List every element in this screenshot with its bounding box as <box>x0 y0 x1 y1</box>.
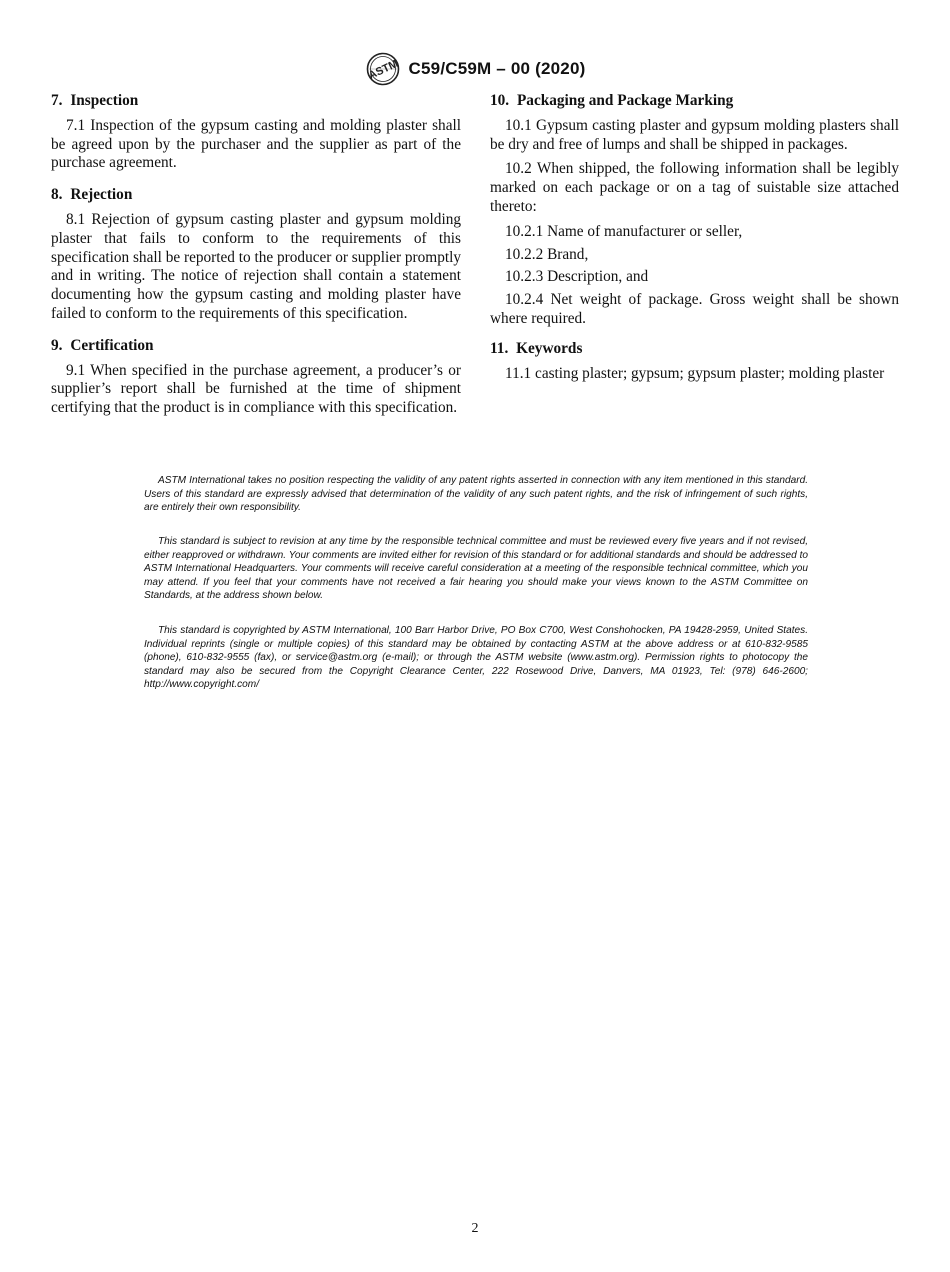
paragraph-10-2-2: 10.2.2 Brand, <box>505 245 589 263</box>
section-title: Rejection <box>70 186 133 204</box>
section-number: 11. <box>490 339 509 357</box>
paragraph-7-1: 7.1 Inspection of the gypsum casting and molding plaster shall be agreed upon by the purchaser and the supplier as part of the purchase agreement. <box>51 116 461 172</box>
left-column <box>51 92 461 424</box>
page-number: 2 <box>471 1221 479 1236</box>
paragraph-10-2-1: 10.2.1 Name of manufacturer or seller, <box>505 222 743 240</box>
astm-logo-icon <box>365 52 401 86</box>
paragraph-9-1: 9.1 When specified in the purchase agreement, a producer’s or supplier’s report shall be furnished at the time of shipment certifying that the product is in compliance with this specification. <box>51 361 461 417</box>
paragraph-10-2-3: 10.2.3 Description, and <box>505 268 649 286</box>
right-column <box>490 92 899 389</box>
paragraph-8-1: 8.1 Rejection of gypsum casting plaster and gypsum molding plaster that fails to conform to the requirements of this specification shall be reported to the producer or supplier promptly and in writing. The notice of rejection shall contain a statement documenting how the gypsum casting and molding plaster have failed to conform to the requirements of this specification. <box>51 210 461 322</box>
section-title: Packaging and Package Marking <box>516 92 734 109</box>
paragraph-11-1: 11.1 casting plaster; gypsum; gypsum plaster; molding plaster <box>505 364 885 382</box>
revision-notice-text: This standard is subject to revision at any time by the responsible technical committee and must be reviewed every five years and if not revised, either reapproved or withdrawn. Your comments are invited either for revision of this standard or for additional standards and should be addressed to ASTM International Headquarters. Your comments will receive careful consideration at a meeting of the responsible technical committee, which you may attend. If you feel that your comments have not received a fair hearing you should make your views known to the ASTM Committee on Standards, at the address shown below. <box>144 536 808 602</box>
standard-designation: C59/C59M – 00 (2020) <box>408 59 586 78</box>
patent-notice-text: ASTM International takes no position respecting the validity of any patent rights asserted in connection with any item mentioned in this standard. Users of this standard are expressly advised that determination of the validity of any such patent rights, and the risk of infringement of such rights, are entirely their own responsibility. <box>144 475 808 514</box>
section-heading-certification <box>51 337 461 356</box>
copyright-notice-text: This standard is copyrighted by ASTM International, 100 Barr Harbor Drive, PO Box C700, West Conshohocken, PA 19428-2959, United States. Individual reprints (single or multiple copies) of this standard may be obtained by contacting ASTM at the above address or at 610-832-9585 (phone), 610-832-9555 (fax), or service@astm.org (e-mail); or through the ASTM website (www.astm.org). Permission rights to photocopy the standard may also be secured from the Copyright Clearance Center, 222 Rosewood Drive, Danvers, MA 01923, Tel: (978) 646-2600; http://www.copyright.com/ <box>144 625 808 691</box>
patent-notice <box>144 474 808 515</box>
page-header <box>0 52 950 86</box>
paragraph-10-2-4: 10.2.4 Net weight of package. Gross weight shall be shown where required. <box>490 291 899 327</box>
section-number: 10. <box>490 92 510 109</box>
section-heading-inspection <box>51 92 461 111</box>
section-title: Keywords <box>516 339 583 357</box>
section-title: Certification <box>70 336 154 354</box>
section-heading-rejection <box>51 186 461 205</box>
revision-notice <box>144 535 808 603</box>
paragraph-10-1: 10.1 Gypsum casting plaster and gypsum molding plasters shall be dry and free of lumps and shall be shipped in packages. <box>490 116 899 153</box>
section-number: 7. <box>51 92 63 109</box>
section-number: 9. <box>51 336 63 354</box>
section-number: 8. <box>51 186 63 204</box>
copyright-notice <box>144 624 808 692</box>
section-heading-keywords <box>490 340 899 359</box>
section-heading-packaging <box>490 92 899 111</box>
paragraph-10-2: 10.2 When shipped, the following information shall be legibly marked on each package or on a tag of suistable size attached thereto: <box>490 160 899 215</box>
section-title: Inspection <box>70 92 139 109</box>
svg-text:ASTM: ASTM <box>366 57 400 82</box>
